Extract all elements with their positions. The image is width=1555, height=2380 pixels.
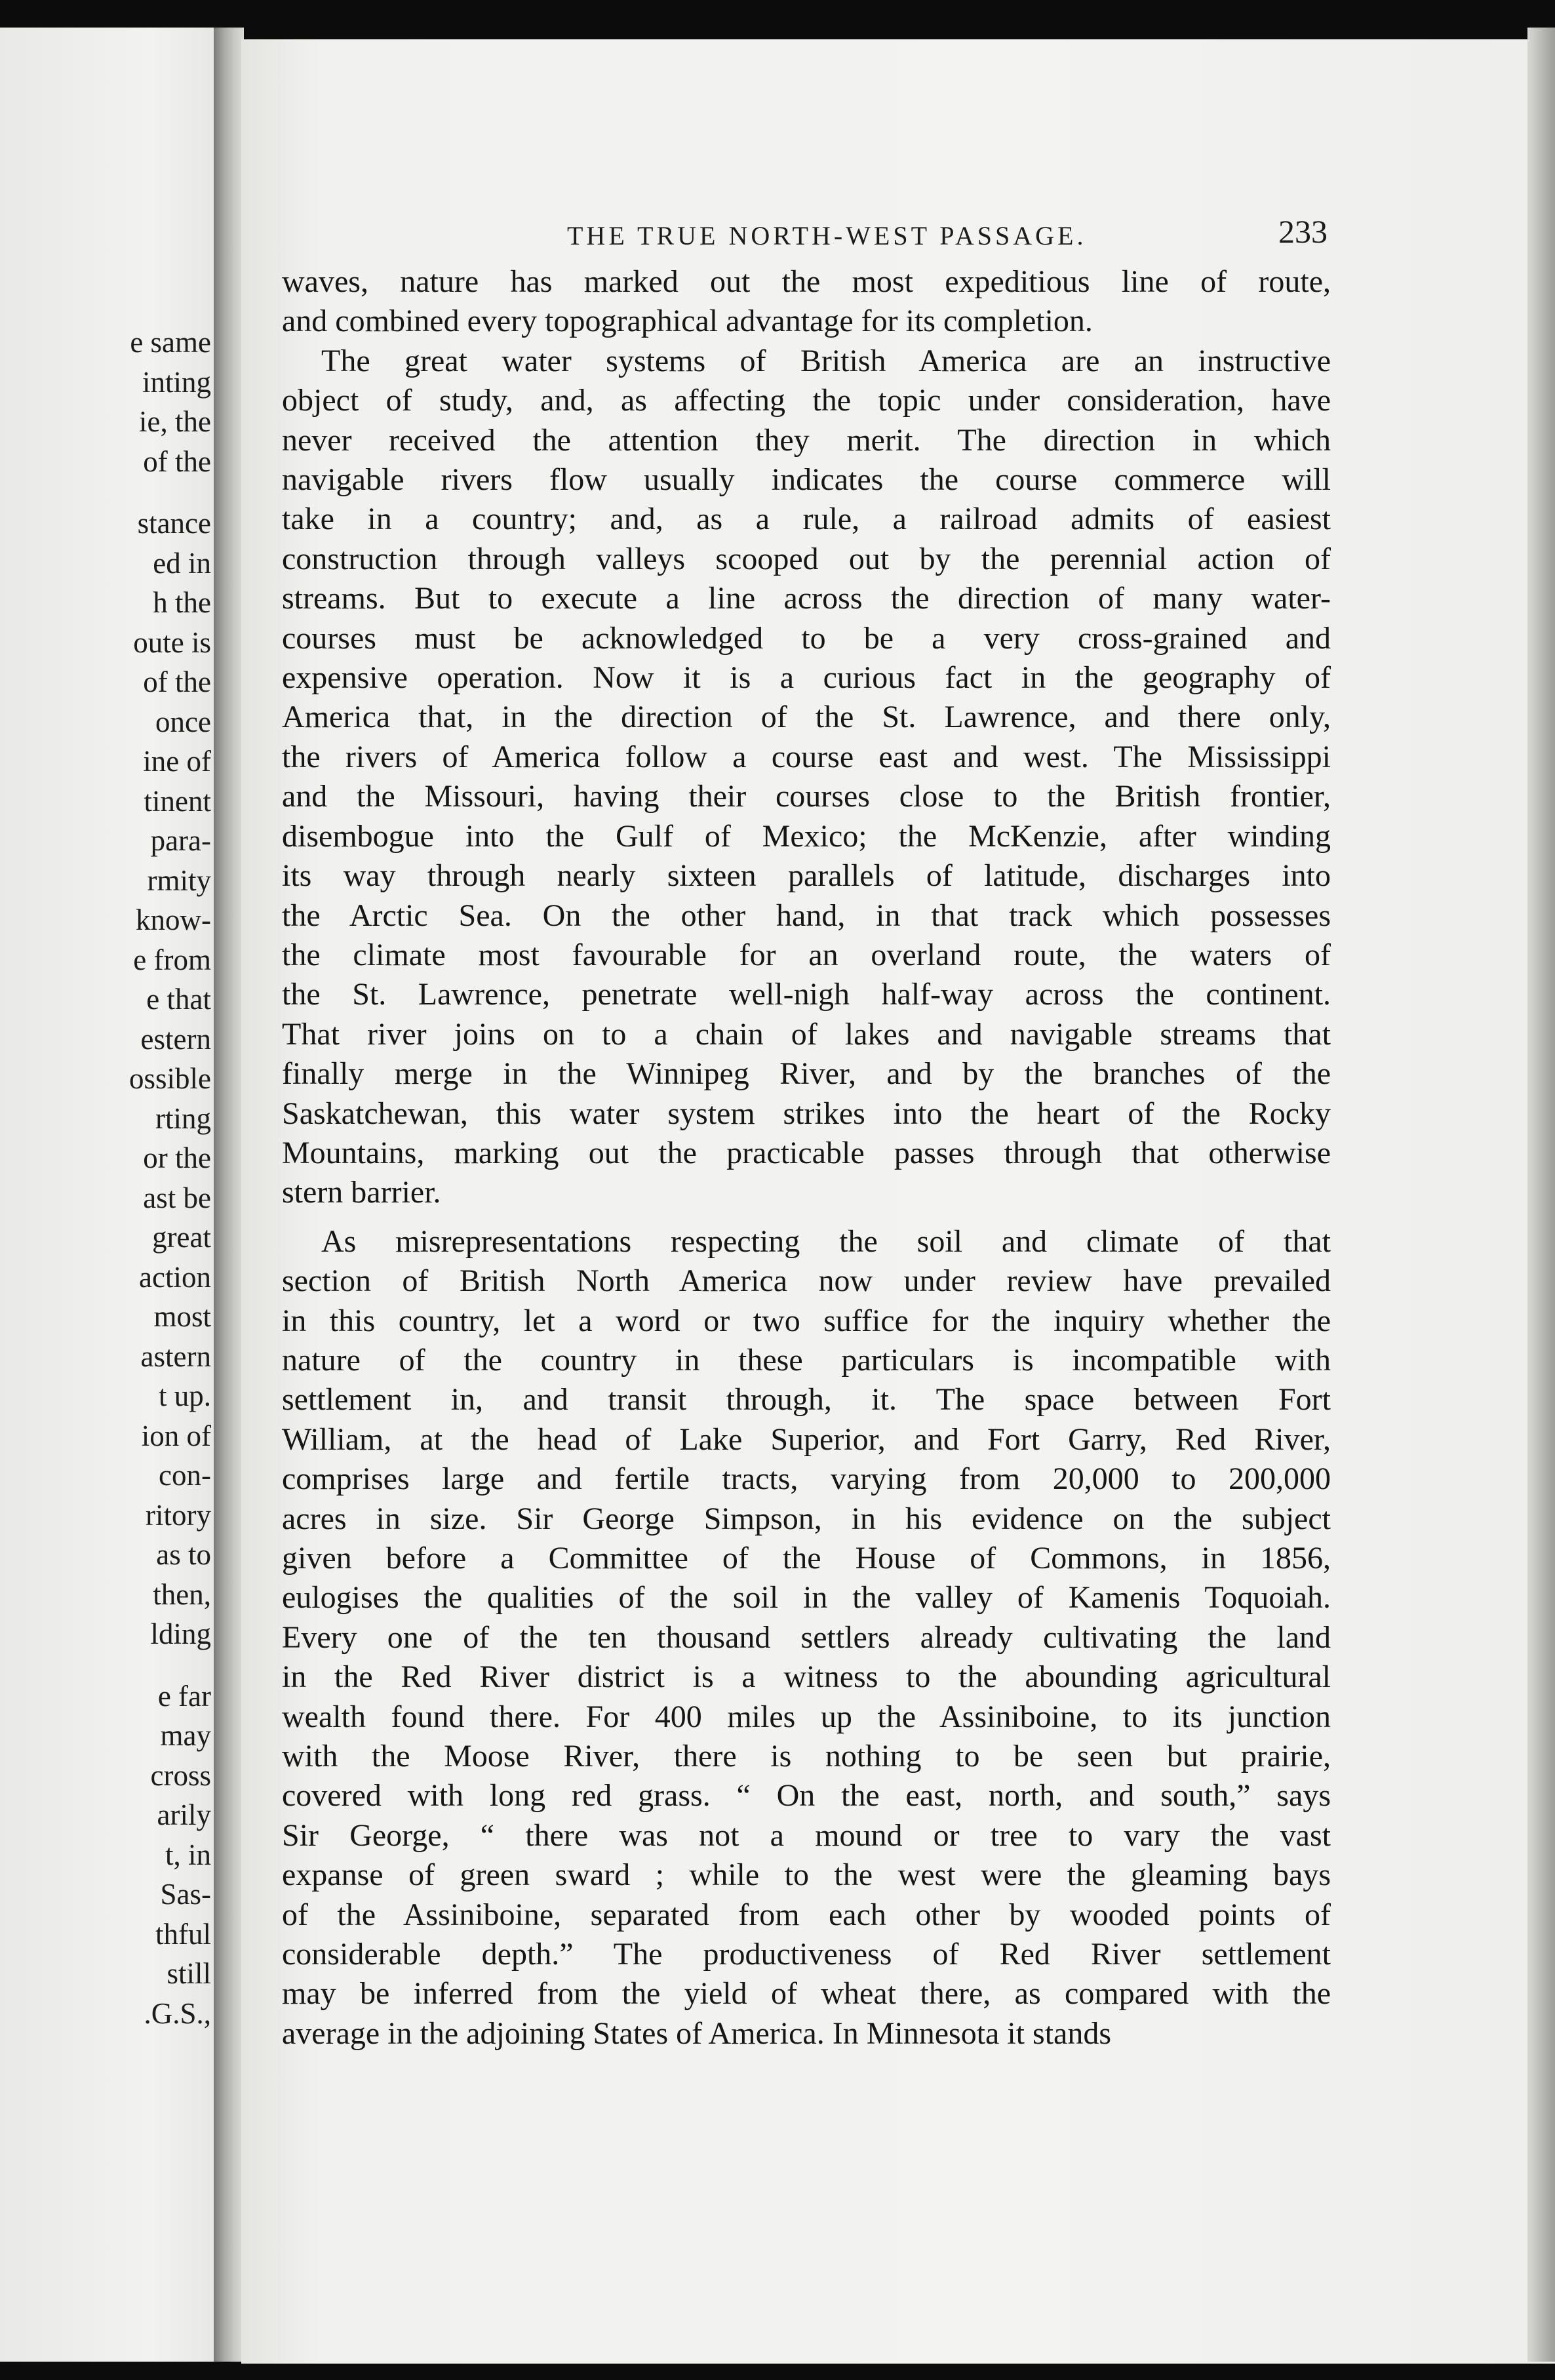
facing-page	[0, 28, 216, 2362]
facing-page-line: .G.S.,	[144, 1996, 211, 2030]
text-line: considerable depth.” The productiveness of Red River settlement	[282, 1937, 1331, 1972]
facing-page-line: estern	[140, 1022, 211, 1056]
facing-page-line: most	[153, 1300, 211, 1333]
paragraph-3	[282, 1222, 1331, 2054]
facing-page-line: ritory	[146, 1498, 211, 1532]
facing-page-line: con-	[159, 1459, 211, 1492]
running-head	[331, 208, 1328, 261]
text-line: William, at the head of Lake Superior, and Fort Garry, Red River,	[282, 1421, 1331, 1457]
text-line: wealth found there. For 400 miles up the Assiniboine, to its junction	[282, 1699, 1331, 1734]
paragraph-1	[282, 262, 1331, 342]
text-line: eulogises the qualities of the soil in the valley of Kamenis Toquoiah.	[282, 1580, 1331, 1616]
facing-page-line: para-	[150, 824, 211, 857]
facing-page-line: know-	[136, 903, 211, 936]
text-line: streams. But to execute a line across the direction of many water-	[282, 581, 1331, 616]
text-line: construction through valleys scooped out by the perennial action of	[282, 541, 1331, 576]
facing-page-line: Sas-	[160, 1878, 211, 1911]
facing-page-line: h the	[153, 586, 211, 619]
facing-page-line: of the	[143, 665, 211, 698]
text-line: covered with long red grass. “ On the east, north, and south,” says	[282, 1778, 1331, 1814]
text-line: finally merge in the Winnipeg River, and by the branches of the	[282, 1056, 1331, 1092]
text-line: expensive operation. Now it is a curious fact in the geography of	[282, 660, 1331, 696]
facing-page-line: e same	[130, 326, 211, 359]
facing-page-line: astern	[140, 1339, 211, 1373]
facing-page-line: tinent	[144, 784, 211, 818]
facing-page-line: t, in	[165, 1838, 211, 1871]
facing-page-line	[129, 481, 211, 504]
paragraph-2	[282, 342, 1331, 1213]
facing-page-line: e that	[146, 983, 211, 1016]
text-line: America that, in the direction of the St. Lawrence, and there only,	[282, 700, 1331, 735]
facing-page-line: then,	[153, 1577, 211, 1611]
text-line: nature of the country in these particulars is incompatible with	[282, 1342, 1331, 1378]
text-line: expanse of green sward ; while to the west were the gleaming bays	[282, 1857, 1331, 1893]
text-line: never received the attention they merit. The direction in which	[282, 422, 1331, 458]
text-line: in this country, let a word or two suffice for the inquiry whether the	[282, 1303, 1331, 1338]
text-line: The great water systems of British America are an instructive	[321, 343, 1331, 378]
text-line: and the Missouri, having their courses close to the British frontier,	[282, 779, 1331, 814]
text-line: of the Assiniboine, separated from each other by wooded points of	[282, 1897, 1331, 1932]
text-line: with the Moose River, there is nothing to be seen but prairie,	[282, 1739, 1331, 1774]
text-line: That river joins on to a chain of lakes and navigable streams that	[282, 1016, 1331, 1052]
facing-page-line	[129, 1654, 211, 1676]
page-edge	[1527, 28, 1555, 2362]
text-line: navigable rivers flow usually indicates the course commerce will	[282, 462, 1331, 498]
facing-page-line: thful	[155, 1917, 211, 1951]
facing-page-line: e far	[157, 1679, 211, 1713]
facing-page-line: stance	[137, 507, 211, 540]
facing-page-line: ion of	[141, 1419, 211, 1452]
facing-page-line: lding	[150, 1617, 211, 1650]
body-text	[282, 262, 1331, 2053]
facing-page-line: or the	[143, 1141, 211, 1174]
facing-page-line: oute is	[133, 625, 211, 659]
text-line: Sir George, “ there was not a mound or tree to vary the vast	[282, 1817, 1331, 1853]
facing-page-line: ast be	[143, 1181, 211, 1214]
text-line: waves, nature has marked out the most expeditious line of route,	[282, 264, 1331, 299]
text-line: section of British North America now under review have prevailed	[282, 1263, 1331, 1299]
text-line: disembogue into the Gulf of Mexico; the McKenzie, after winding	[282, 818, 1331, 854]
facing-page-line: rmity	[147, 863, 211, 897]
text-line: courses must be acknowledged to be a very cross-grained and	[282, 620, 1331, 656]
facing-page-line: ed in	[153, 546, 211, 580]
text-line: the rivers of America follow a course east and west. The Mississippi	[282, 739, 1331, 774]
text-line: take in a country; and, as a rule, a railroad admits of easiest	[282, 502, 1331, 537]
text-line: As misrepresentations respecting the soil and climate of that	[321, 1223, 1331, 1259]
facing-page-line: as to	[156, 1538, 211, 1571]
text-line: the climate most favourable for an overland route, the waters of	[282, 937, 1331, 972]
page-number: 233	[1278, 213, 1328, 250]
text-line: average in the adjoining States of America. In Minnesota it stands	[282, 2015, 1112, 2051]
text-line: Saskatchewan, this water system strikes into the heart of the Rocky	[282, 1096, 1331, 1131]
text-line: Mountains, marking out the practicable passes through that otherwise	[282, 1135, 1331, 1170]
text-line: object of study, and, as affecting the topic under consideration, have	[282, 383, 1331, 418]
text-line: Every one of the ten thousand settlers already cultivating the land	[282, 1619, 1331, 1655]
text-line: its way through nearly sixteen parallels of latitude, discharges into	[282, 858, 1331, 894]
facing-page-line: ie, the	[139, 405, 211, 438]
facing-page-line: ossible	[128, 1062, 211, 1095]
header-title: THE TRUE NORTH-WEST PASSAGE.	[567, 221, 1087, 250]
text-line: acres in size. Sir George Simpson, in his evidence on the subject	[282, 1501, 1331, 1536]
facing-page-line: rting	[155, 1101, 211, 1135]
text-line: settlement in, and transit through, it. The space between Fort	[282, 1382, 1331, 1418]
facing-page-line: still	[167, 1957, 211, 1990]
facing-page-line: of the	[143, 445, 211, 478]
facing-page-text	[129, 323, 211, 2033]
facing-page-line: may	[160, 1719, 211, 1752]
text-line: comprises large and fertile tracts, varying from 20,000 to 200,000	[282, 1461, 1331, 1497]
facing-page-line: arily	[157, 1798, 211, 1831]
text-line: stern barrier.	[282, 1175, 441, 1210]
facing-page-line: once	[155, 705, 211, 738]
facing-page-line: t up.	[158, 1379, 211, 1412]
facing-page-line: great	[152, 1221, 211, 1254]
text-line: may be inferred from the yield of wheat there, as compared with the	[282, 1976, 1331, 2012]
text-line: and combined every topographical advantage for its completion.	[282, 304, 1093, 339]
facing-page-line: cross	[150, 1758, 211, 1792]
text-line: in the Red River district is a witness to the abounding agricultural	[282, 1659, 1331, 1695]
text-line: the St. Lawrence, penetrate well-nigh half-way across the continent.	[282, 977, 1331, 1012]
text-line: the Arctic Sea. On the other hand, in that track which possesses	[282, 898, 1331, 933]
facing-page-line: ine of	[143, 745, 211, 778]
facing-page-line: e from	[133, 943, 211, 976]
facing-page-line: inting	[142, 365, 211, 399]
text-line: given before a Committee of the House of Commons, in 1856,	[282, 1541, 1331, 1576]
facing-page-line: action	[139, 1260, 211, 1294]
book-gutter	[214, 28, 244, 2362]
